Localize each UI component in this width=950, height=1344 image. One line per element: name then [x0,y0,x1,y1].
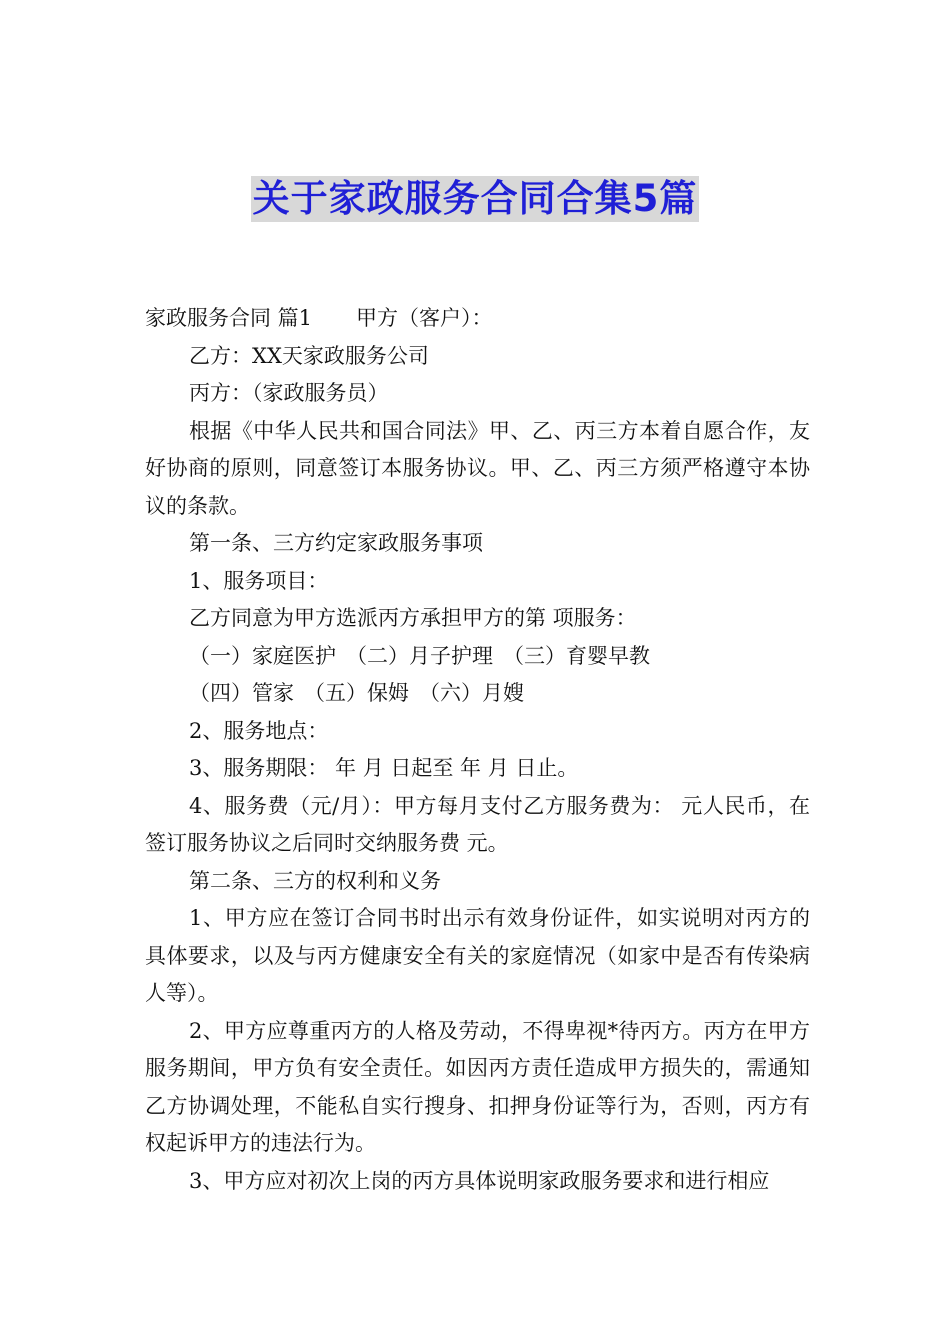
document-body [145,300,810,1200]
duty-3-paragraph: 3、甲方应对初次上岗的丙方具体说明家政服务要求和进行相应 [189,1168,770,1193]
party-a-label: 甲方（客户）： [356,306,493,330]
service-option: （四）管家 [189,681,294,705]
article-2-title: 第二条、三方的权利和义务 [189,868,441,893]
duty-2-paragraph: 2、甲方应尊重丙方的人格及劳动，不得卑视*待丙方。丙方在甲方服务期间，甲方负有安全责任。如因丙方责任造成甲方损失的，需通知乙方协调处理，不能私自实行搜身、扣押身份证等行为，否则，丙方有权起诉甲方的违法行为。 [145,1018,810,1155]
document-title: 关于家政服务合同合集5篇 [252,177,698,220]
item-4-paragraph: 4、服务费（元/月）：甲方每月支付乙方服务费为： 元人民币，在签订服务协议之后同时交纳服务费 元。 [145,793,810,855]
service-items-row-1 [145,638,810,676]
service-option: （一）家庭医护 [189,643,336,668]
service-option: （二）月子护理 [346,643,493,668]
item-2-paragraph: 2、服务地点： [189,718,329,743]
contract-heading: 家政服务合同 篇1 [145,306,313,330]
preamble-paragraph: 根据《中华人民共和国合同法》甲、乙、丙三方本着自愿合作，友好协商的原则，同意签订本服务协议。甲、乙、丙三方须严格遵守本协议的条款。 [145,418,810,518]
item-3-paragraph: 3、服务期限： 年 月 日起至 年 月 日止。 [189,756,579,780]
service-option: （五）保姆 [304,681,409,705]
party-b-paragraph: 乙方：XX天家政服务公司 [189,343,429,368]
item-1-description: 乙方同意为甲方选派丙方承担甲方的第 项服务： [189,606,637,630]
party-c-paragraph: 丙方：（家政服务员） [189,381,389,405]
article-1-title: 第一条、三方约定家政服务事项 [189,531,483,555]
item-1-paragraph: 1、服务项目： [189,568,329,593]
service-items-row-2 [145,675,810,713]
service-option: （六）月嫂 [419,681,524,705]
title-container [0,176,950,222]
service-option: （三）育婴早教 [503,643,650,668]
contract-heading-line [145,300,810,338]
duty-1-paragraph: 1、甲方应在签订合同书时出示有效身份证件，如实说明对丙方的具体要求，以及与丙方健康安全有关的家庭情况（如家中是否有传染病人等）。 [145,906,810,1005]
